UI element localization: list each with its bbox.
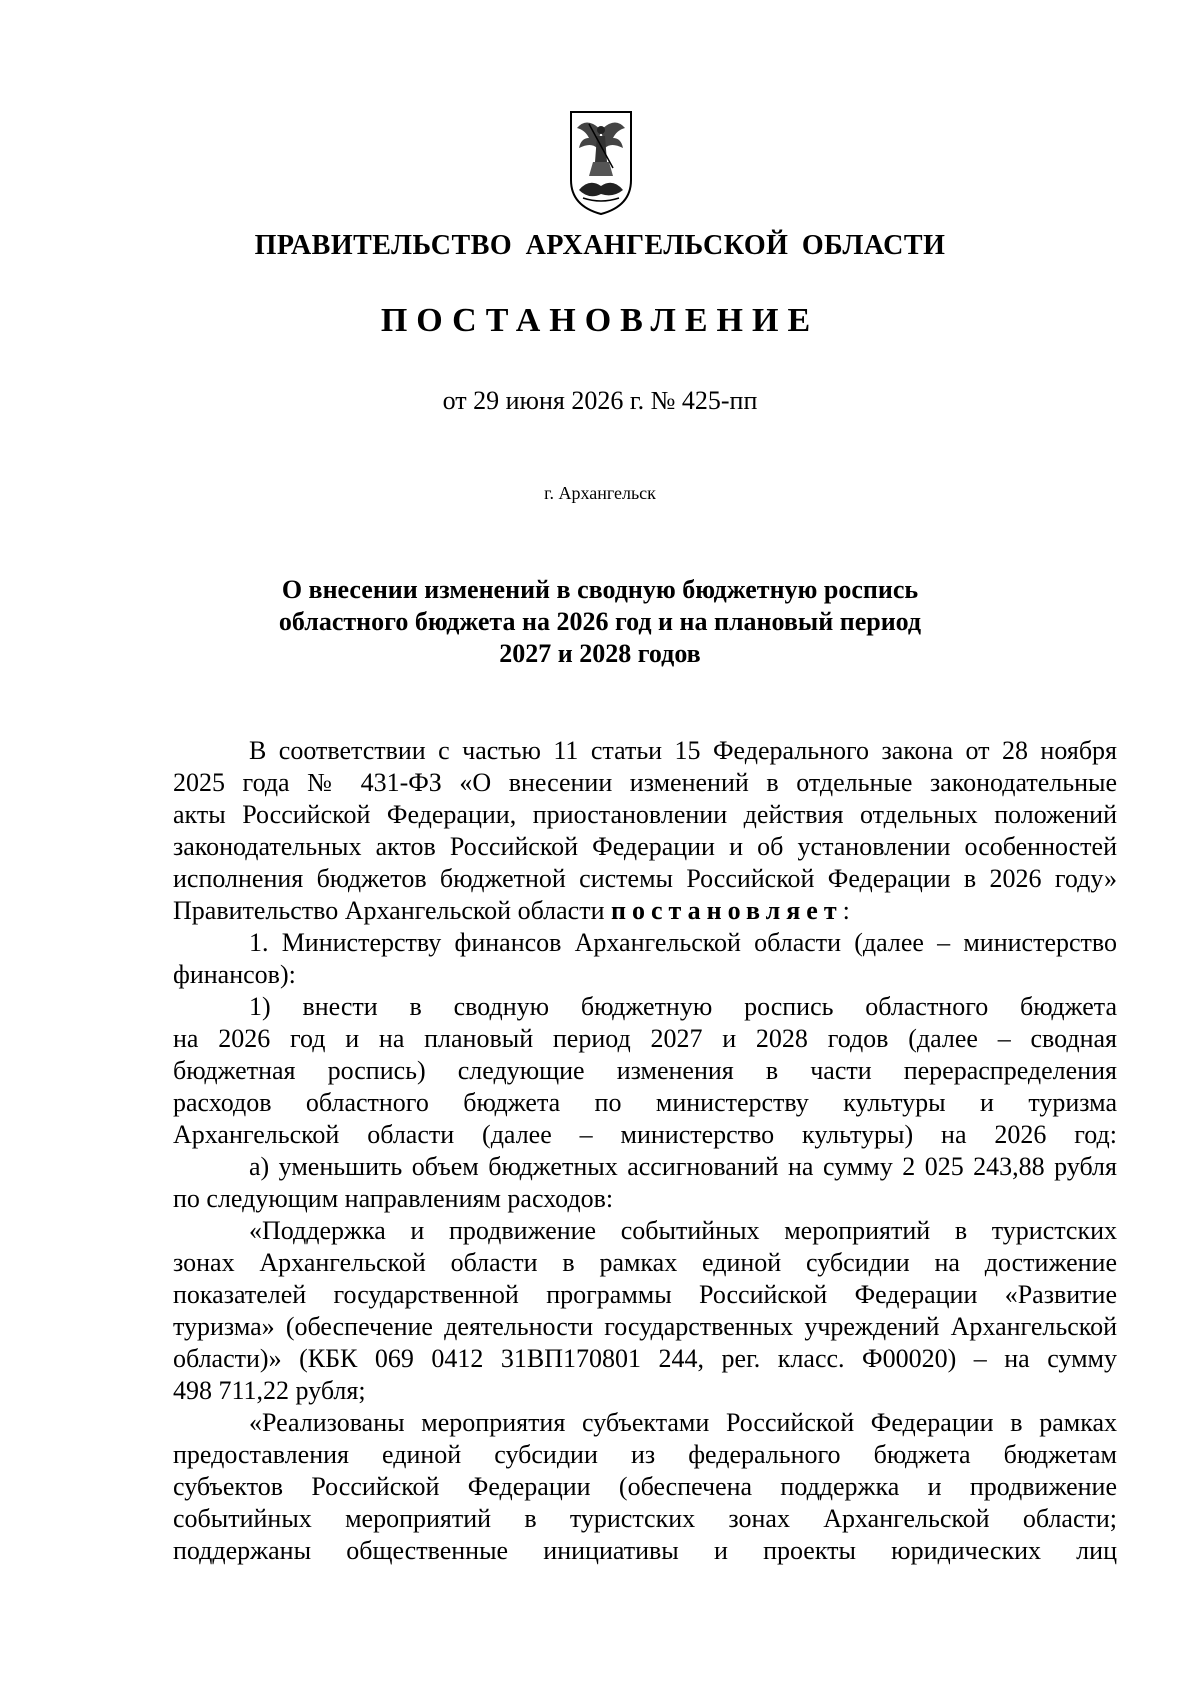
document-date-number: от 29 июня 2026 г. № 425-пп (442, 386, 758, 415)
document-type: ПОСТАНОВЛЕНИЕ (380, 302, 820, 339)
decree-verb: постановляет (611, 896, 843, 925)
body-line: расходов областного бюджета по министерству культуры и туризма (173, 1088, 1117, 1117)
document-title (0, 574, 1200, 670)
body-line: 498 711,22 рубля; (173, 1376, 366, 1405)
body-line-decree (173, 895, 1117, 927)
coat-of-arms-emblem (567, 108, 635, 216)
body-line: показателей государственной программы Российской Федерации «Развитие (173, 1280, 1117, 1309)
body-line: Архангельской области (далее – министерство культуры) на 2026 год: (173, 1120, 1117, 1149)
title-line: О внесении изменений в сводную бюджетную роспись (281, 575, 919, 604)
body-line: В соответствии с частью 11 статьи 15 Федерального закона от 28 ноября (249, 736, 1117, 765)
organization-name: ПРАВИТЕЛЬСТВО АРХАНГЕЛЬСКОЙ ОБЛАСТИ (254, 230, 946, 261)
body-line: туризма» (обеспечение деятельности государственных учреждений Архангельской (173, 1312, 1117, 1341)
body-line: финансов): (173, 960, 296, 989)
title-line: 2027 и 2028 годов (499, 639, 701, 668)
body-line: законодательных актов Российской Федерации и об установлении особенностей (173, 832, 1117, 861)
body-line: событийных мероприятий в туристских зонах Архангельской области; (173, 1504, 1117, 1533)
title-line: областного бюджета на 2026 год и на плановый период (278, 607, 922, 636)
body-line: акты Российской Федерации, приостановлении действия отдельных положений (173, 800, 1117, 829)
body-line: «Поддержка и продвижение событийных мероприятий в туристских (249, 1216, 1117, 1245)
body-line: бюджетная роспись) следующие изменения в части перераспределения (173, 1056, 1117, 1085)
body-line: «Реализованы мероприятия субъектами Российской Федерации в рамках (249, 1408, 1117, 1437)
body-line: зонах Архангельской области в рамках единой субсидии на достижение (173, 1248, 1117, 1277)
body-line: субъектов Российской Федерации (обеспечена поддержка и продвижение (173, 1472, 1117, 1501)
document-body (173, 735, 1117, 1567)
body-line: по следующим направлениям расходов: (173, 1184, 614, 1213)
body-line: 2025 года № 431-ФЗ «О внесении изменений в отдельные законодательные (173, 768, 1117, 797)
body-line: 1) внести в сводную бюджетную роспись областного бюджета (249, 992, 1117, 1021)
body-line: а) уменьшить объем бюджетных ассигнований на сумму 2 025 243,88 рубля (249, 1152, 1117, 1181)
body-line: на 2026 год и на плановый период 2027 и 2028 годов (далее – сводная (173, 1024, 1117, 1053)
decree-colon: : (842, 896, 850, 925)
body-line: поддержаны общественные инициативы и проекты юридических лиц (173, 1536, 1117, 1565)
body-line: предоставления единой субсидии из федерального бюджета бюджетам (173, 1440, 1117, 1469)
decree-intro: Правительство Архангельской области (173, 896, 612, 925)
document-city: г. Архангельск (544, 483, 656, 503)
body-line: области)» (КБК 069 0412 31ВП170801 244, рег. класс. Ф00020) – на сумму (173, 1344, 1117, 1373)
body-line: исполнения бюджетов бюджетной системы Российской Федерации в 2026 году» (173, 864, 1117, 893)
body-line: 1. Министерству финансов Архангельской области (далее – министерство (249, 928, 1117, 957)
